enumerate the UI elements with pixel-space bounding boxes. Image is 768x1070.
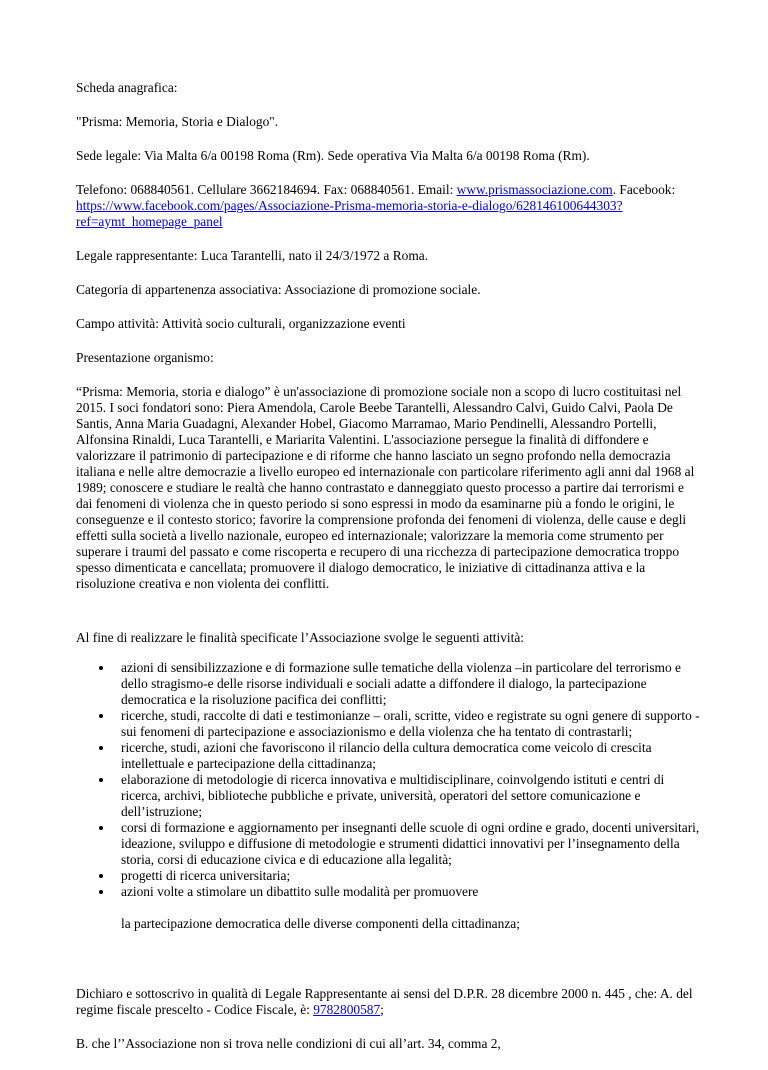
contacts-mid: . Facebook:	[612, 182, 676, 197]
list-item: corsi di formazione e aggiornamento per insegnanti delle scuole di ogni ordine e grado, docenti universitari, ideazione, sviluppo e diffusione di metodologie e strumenti didattici innovativi per l’insegnamento della storia, corsi di educazione civica e di educazione alla legalità;	[121, 820, 702, 868]
activities-intro: Al fine di realizzare le finalità specificate l’Associazione svolge le seguenti attività:	[76, 630, 525, 645]
association-name: "Prisma: Memoria, Storia e Dialogo".	[76, 114, 279, 129]
declaration-paragraph	[76, 986, 702, 1018]
presentation-text: “Prisma: Memoria, storia e dialogo” è un'associazione di promozione sociale non a scopo di lucro costituitasi nel 2015. I soci fondatori sono: Piera Amendola, Carole Beebe Tarantelli, Alessandro Calvi, Guido Calvi, Paola De Santis, Anna Maria Guadagni, Alexander Hobel, Giacomo Marramao, Mario Pendinelli, Alessandro Portelli, Alfonsina Rinaldi, Luca Tarantelli, e Mariarita Valentini. L'associazione persegue la finalità di diffondere e valorizzare il patrimonio di partecipazione e di riforme che hanno lasciato un segno profondo nella democrazia italiana e nelle altre democrazie a livello europeo ed internazionale con particolare riferimento agli anni dal 1968 al 1989; conoscere e studiare le realtà che hanno contrastato e danneggiato questo processo a partire dai terrorismi e dai fenomeni di violenza che in questo periodo si sono espressi in modo da esaminarne più a fondo le origini, le conseguenze e il contesto storico; favorire la comprensione profonda dei fenomeni di violenza, delle cause e degli effetti sulla società a livello nazionale, europeo ed internazionale; valorizzare la memoria come strumento per superare i traumi del passato e come riscoperta e recupero di una ricchezza di partecipazione democratica troppo spesso dimenticata e cancellata; promuovere il dialogo democratico, le iniziative di cittadinanza attiva e la risoluzione creativa e non violenta dei conflitti.	[76, 384, 695, 591]
contacts-paragraph	[76, 182, 702, 230]
declaration-suffix: ;	[380, 1002, 384, 1017]
clause-b: B. che l’’Associazione non si trova nelle condizioni di cui all’art. 34, comma 2,	[76, 1036, 501, 1051]
legal-representative: Legale rappresentante: Luca Tarantelli, nato il 24/3/1972 a Roma.	[76, 248, 429, 263]
list-item: progetti di ricerca universitaria;	[121, 868, 702, 884]
activities-list	[76, 660, 702, 900]
contacts-prefix: Telefono: 068840561. Cellulare 3662184694. Fax: 068840561. Email:	[76, 182, 457, 197]
document-page	[76, 80, 702, 1070]
email-link[interactable]: www.prismassociazione.com	[456, 182, 613, 197]
list-item: azioni volte a stimolare un dibattito sulle modalità per promuovere	[121, 884, 702, 900]
doc-heading: Scheda anagrafica:	[76, 80, 178, 95]
seat-line: Sede legale: Via Malta 6/a 00198 Roma (Rm). Sede operativa Via Malta 6/a 00198 Roma (Rm).	[76, 148, 590, 163]
category-line: Categoria di appartenenza associativa: Associazione di promozione sociale.	[76, 282, 481, 297]
list-item: elaborazione di metodologie di ricerca innovativa e multidisciplinare, coinvolgendo istituti e centri di ricerca, archivi, biblioteche pubbliche e private, università, operatori del settore comunicazione e dell’istruzione;	[121, 772, 702, 820]
list-item: ricerche, studi, azioni che favoriscono il rilancio della cultura democratica come veicolo di crescita intellettuale e partecipazione della cittadinanza;	[121, 740, 702, 772]
list-item: ricerche, studi, raccolte di dati e testimonianze – orali, scritte, video e registrate su ogni genere di supporto - sui fenomeni di partecipazione e associazionismo e della violenza che ha tentato di contrastarli;	[121, 708, 702, 740]
list-item: azioni di sensibilizzazione e di formazione sulle tematiche della violenza –in particolare del terrorismo e dello stragismo-e delle risorse individuali e sociali adatte a diffondere il dialogo, la partecipazione democratica e la risoluzione pacifica dei conflitti;	[121, 660, 702, 708]
facebook-link[interactable]: https://www.facebook.com/pages/Associazione-Prisma-memoria-storia-e-dialogo/628146100644303?ref=aymt_homepage_panel	[76, 198, 623, 229]
activities-continuation: la partecipazione democratica delle diverse componenti della cittadinanza;	[121, 916, 520, 931]
presentation-heading: Presentazione organismo:	[76, 350, 214, 365]
field-line: Campo attività: Attività socio culturali, organizzazione eventi	[76, 316, 406, 331]
fiscal-code-link[interactable]: 9782800587	[313, 1002, 381, 1017]
declaration-prefix: Dichiaro e sottoscrivo in qualità di Legale Rappresentante ai sensi del D.P.R. 28 dicembre 2000 n. 445 , che: A. del regime fiscale prescelto - Codice Fiscale, è:	[76, 986, 693, 1017]
